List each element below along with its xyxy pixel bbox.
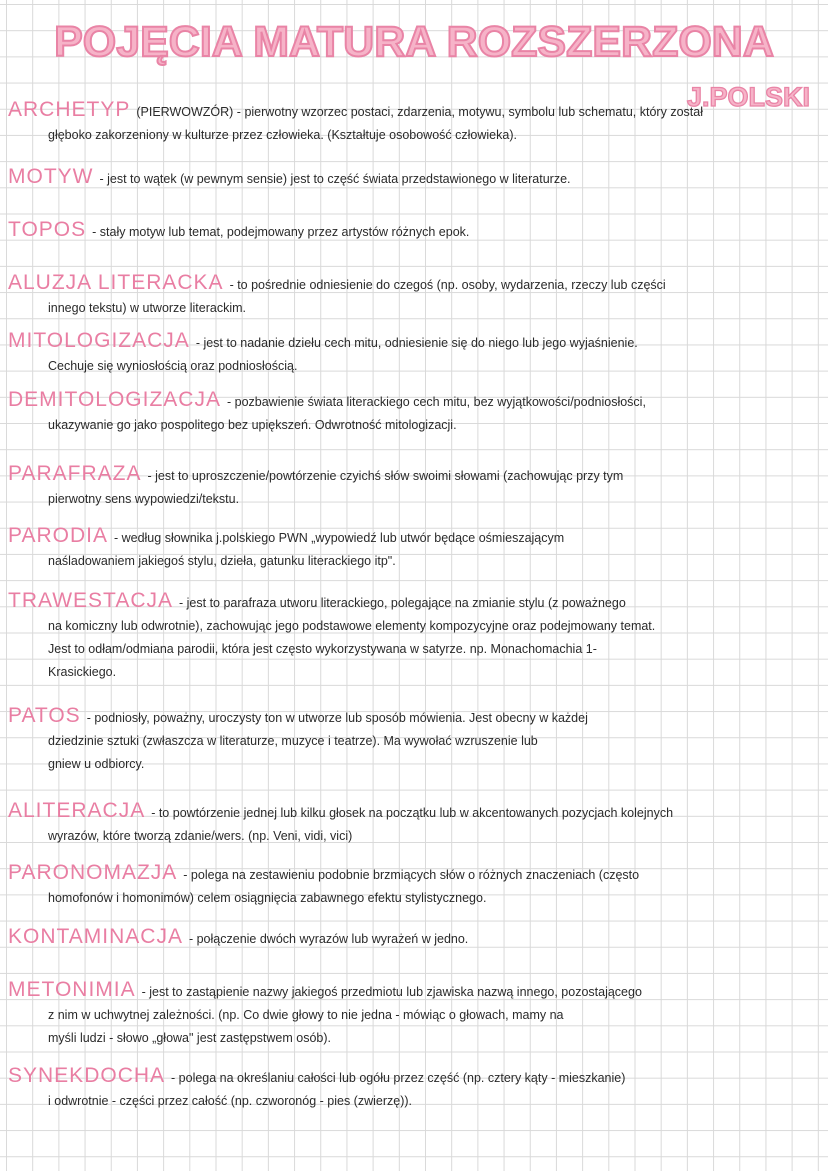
definition-patos (8, 704, 820, 776)
term: MOTYW (8, 165, 94, 188)
definition-text: (PIERWOWZÓR) - pierwotny wzorzec postaci, zdarzenia, motywu, symbolu lub schematu, który został (136, 105, 703, 119)
term: ARCHETYP (8, 98, 131, 121)
definition-text: naśladowaniem jakiegoś stylu, dzieła, gatunku literackiego itp". (48, 554, 396, 568)
page-title: POJĘCIA MATURA ROZSZERZONA (54, 18, 774, 66)
definition-line (8, 615, 820, 638)
term: KONTAMINACJA (8, 925, 183, 948)
term: TOPOS (8, 218, 87, 241)
definition-line (8, 462, 820, 488)
term: PARAFRAZA (8, 462, 142, 485)
term: DEMITOLOGIZACJA (8, 388, 221, 411)
definition-line (8, 589, 820, 615)
definition-line (8, 218, 820, 244)
definition-text: z nim w uchwytnej zależności. (np. Co dwie głowy to nie jedna - mówiąc o głowach, mamy na (48, 1008, 564, 1022)
definition-demitologizacja (8, 388, 820, 437)
definition-line (8, 414, 820, 437)
definition-text: wyrazów, które tworzą zdanie/wers. (np. Veni, vidi, vici) (48, 829, 353, 843)
term: MITOLOGIZACJA (8, 329, 190, 352)
definition-paronomazja (8, 861, 820, 910)
definition-text: - połączenie dwóch wyrazów lub wyrażeń w jedno. (188, 932, 469, 946)
definition-text: - stały motyw lub temat, podejmowany przez artystów różnych epok. (92, 225, 470, 239)
definition-line (8, 861, 820, 887)
definition-text: na komiczny lub odwrotnie), zachowując jego podstawowe elementy kompozycyjne oraz podejmowany temat. (48, 619, 656, 633)
definition-aluzja-literacka (8, 271, 820, 320)
definition-kontaminacja (8, 925, 820, 951)
definition-line (8, 887, 820, 910)
definition-text: - jest to nadanie dziełu cech mitu, odniesienie się do niego lub jego wyjaśnienie. (195, 336, 638, 350)
definition-text: - to powtórzenie jednej lub kilku głosek na początku lub w akcentowanych pozycjach kolejnych (151, 806, 674, 820)
term: SYNEKDOCHA (8, 1064, 166, 1087)
definition-text: i odwrotnie - części przez całość (np. czworonóg - pies (zwierzę)). (48, 1094, 413, 1108)
term: TRAWESTACJA (8, 589, 174, 612)
term: PARONOMAZJA (8, 861, 178, 884)
definition-line (8, 638, 820, 661)
definition-text: - podniosły, poważny, uroczysty ton w utworze lub sposób mówienia. Jest obecny w każdej (86, 711, 588, 725)
definition-line (8, 1090, 820, 1113)
definition-mitologizacja (8, 329, 820, 378)
definition-text: - jest to wątek (w pewnym sensie) jest to część świata przedstawionego w literaturze. (99, 172, 571, 186)
term: ALUZJA LITERACKA (8, 271, 224, 294)
definition-line (8, 661, 820, 684)
definition-text: głęboko zakorzeniony w kulturze przez człowieka. (Kształtuje osobowość człowieka). (48, 128, 517, 142)
definition-text: - według słownika j.polskiego PWN „wypowiedź lub utwór będące ośmieszającym (113, 531, 565, 545)
definition-line (8, 388, 820, 414)
definition-line (8, 753, 820, 776)
definition-text: pierwotny sens wypowiedzi/tekstu. (48, 492, 240, 506)
definition-line (8, 978, 820, 1004)
definition-text: - jest to uproszczenie/powtórzenie czyichś słów swoimi słowami (zachowując przy tym (147, 469, 624, 483)
definition-text: innego tekstu) w utworze literackim. (48, 301, 246, 315)
definition-text: - jest to zastąpienie nazwy jakiegoś przedmiotu lub zjawiska nazwą innego, pozostającego (141, 985, 642, 999)
definition-text: homofonów i homonimów) celem osiągnięcia zabawnego efektu stylistycznego. (48, 891, 487, 905)
definition-metonimia (8, 978, 820, 1050)
definition-text: - pozbawienie świata literackiego cech mitu, bez wyjątkowości/podniosłości, (226, 395, 646, 409)
definition-text: Cechuje się wyniosłością oraz podniosłością. (48, 359, 298, 373)
definition-text: myśli ludzi - słowo „głowa" jest zastępstwem osób). (48, 1031, 332, 1045)
term: PARODIA (8, 524, 108, 547)
definition-topos (8, 218, 820, 244)
definition-line (8, 1027, 820, 1050)
definition-text: - jest to parafraza utworu literackiego, polegające na zmianie stylu (z poważnego (179, 596, 626, 610)
definition-archetyp (8, 98, 820, 147)
definition-line (8, 825, 820, 848)
definition-text: - to pośrednie odniesienie do czegoś (np. osoby, wydarzenia, rzeczy lub części (229, 278, 666, 292)
term: PATOS (8, 704, 81, 727)
definition-text: Krasickiego. (48, 665, 117, 679)
term: METONIMIA (8, 978, 136, 1001)
definition-parafraza (8, 462, 820, 511)
definition-text: - polega na określaniu całości lub ogółu przez część (np. cztery kąty - mieszkanie) (171, 1071, 626, 1085)
definition-line (8, 704, 820, 730)
definition-text: ukazywanie go jako pospolitego bez upiększeń. Odwrotność mitologizacji. (48, 418, 457, 432)
definition-synekdocha (8, 1064, 820, 1113)
definition-text: dziedzinie sztuki (zwłaszcza w literaturze, muzyce i teatrze). Ma wywołać wzruszenie lub (48, 734, 538, 748)
definition-motyw (8, 165, 820, 191)
definition-line (8, 329, 820, 355)
definition-line (8, 271, 820, 297)
definition-line (8, 488, 820, 511)
term: ALITERACJA (8, 799, 146, 822)
definition-line (8, 524, 820, 550)
definition-line (8, 925, 820, 951)
definition-text: Jest to odłam/odmiana parodii, która jest często wykorzystywana w satyrze. np. Monachomachia 1- (48, 642, 597, 656)
definition-line (8, 730, 820, 753)
definition-text: gniew u odbiorcy. (48, 757, 145, 771)
definition-line (8, 165, 820, 191)
definition-text: - polega na zestawieniu podobnie brzmiących słów o różnych znaczeniach (często (183, 868, 640, 882)
subject-label: J.POLSKI (686, 82, 810, 112)
definition-parodia (8, 524, 820, 573)
definition-line (8, 550, 820, 573)
definition-line (8, 1064, 820, 1090)
definition-aliteracja (8, 799, 820, 848)
definition-line (8, 124, 820, 147)
definition-line (8, 1004, 820, 1027)
definition-trawestacja (8, 589, 820, 684)
definition-line (8, 799, 820, 825)
definition-line (8, 98, 820, 124)
definition-line (8, 297, 820, 320)
definition-line (8, 355, 820, 378)
